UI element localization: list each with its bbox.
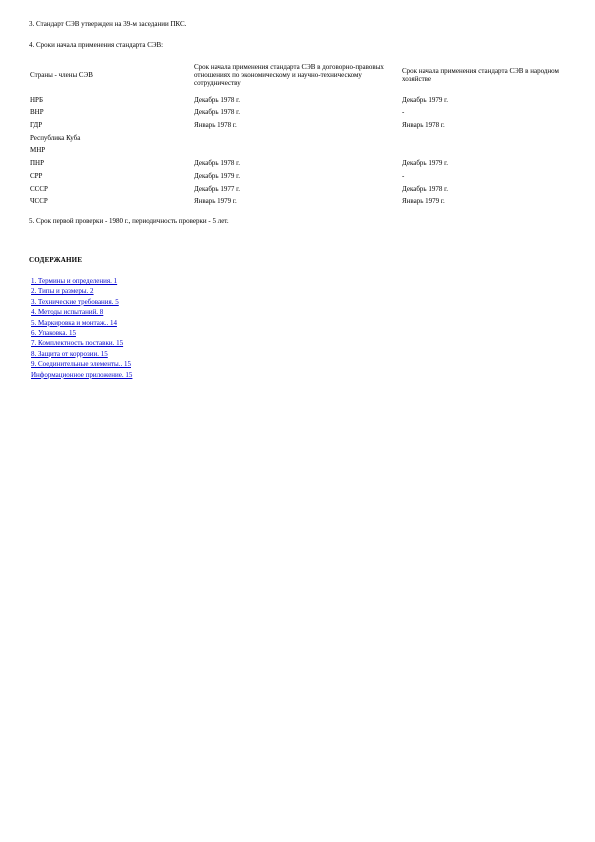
- table-cell-contract: Декабрь 1978 г.: [194, 159, 240, 168]
- table-cell-country: МНР: [30, 146, 46, 155]
- table-cell-country: ЧССР: [30, 197, 48, 206]
- toc-link[interactable]: 2. Типы и размеры. 2: [31, 287, 94, 296]
- header-contract-term: Срок начала применения стандарта СЭВ в договорно-правовых отношениях по экономическому и научно-техническому сотрудничеству: [194, 63, 384, 87]
- toc-item: [31, 286, 132, 296]
- toc-item: [31, 338, 132, 348]
- table-cell-contract: Январь 1979 г.: [194, 197, 237, 206]
- toc-item: [31, 318, 132, 328]
- table-cell-country: ПНР: [30, 159, 45, 168]
- table-cell-economy: Декабрь 1979 г.: [402, 159, 448, 168]
- toc-link[interactable]: Информационное приложение. 15: [31, 370, 133, 379]
- header-economy-term: Срок начала применения стандарта СЭВ в народном хозяйстве: [402, 67, 559, 83]
- table-cell-economy: -: [402, 171, 405, 180]
- toc-link[interactable]: 6. Упаковка. 15: [31, 329, 76, 338]
- toc-link[interactable]: 3. Технические требования. 5: [31, 297, 119, 306]
- table-cell-country: СССР: [30, 184, 48, 193]
- paragraph-5: 5. Срок первой проверки - 1980 г., периодичность проверки - 5 лет.: [29, 217, 229, 225]
- table-cell-economy: [400, 129, 568, 142]
- table-cell-economy: Декабрь 1978 г.: [402, 184, 448, 193]
- toc-title: СОДЕРЖАНИЕ: [29, 256, 83, 264]
- toc-item: [31, 328, 132, 338]
- table-cell-country: СРР: [30, 171, 43, 180]
- toc-item: [31, 359, 132, 369]
- table-cell-contract: Декабрь 1977 г.: [194, 184, 240, 193]
- table-cell-country: Республика Куба: [30, 133, 81, 142]
- table-cell-contract: Декабрь 1978 г.: [194, 95, 240, 104]
- application-terms-table: [28, 59, 568, 205]
- table-cell-economy: Январь 1978 г.: [402, 121, 445, 130]
- table-cell-contract: Декабрь 1979 г.: [194, 171, 240, 180]
- toc-item: [31, 307, 132, 317]
- toc-item: [31, 370, 132, 380]
- table-cell-country: НРБ: [30, 95, 43, 104]
- table-cell-economy: Январь 1979 г.: [402, 197, 445, 206]
- table-cell-contract: [192, 142, 400, 155]
- toc-link[interactable]: 8. Защита от коррозии. 15: [31, 349, 108, 358]
- table-row: [28, 154, 568, 167]
- table-cell-country: ВНР: [30, 108, 44, 117]
- table-cell-economy: [400, 142, 568, 155]
- table-row: [28, 91, 568, 104]
- toc-item: [31, 349, 132, 359]
- table-cell-contract: [192, 129, 400, 142]
- table-cell-economy: -: [402, 108, 405, 117]
- table-row: [28, 142, 568, 155]
- header-countries: Страны - члены СЭВ: [30, 71, 93, 79]
- paragraph-4: 4. Сроки начала применения стандарта СЭВ:: [29, 41, 164, 49]
- table-of-contents: [31, 276, 132, 380]
- toc-item: [31, 297, 132, 307]
- toc-link[interactable]: 9. Соединительные элементы.. 15: [31, 360, 131, 369]
- table-cell-contract: Декабрь 1978 г.: [194, 108, 240, 117]
- table-cell-contract: Январь 1978 г.: [194, 121, 237, 130]
- table-cell-country: ГДР: [30, 121, 43, 130]
- toc-link[interactable]: 1. Термины и определения. 1: [31, 277, 118, 285]
- table-cell-economy: Декабрь 1979 г.: [402, 95, 448, 104]
- table-row: [28, 167, 568, 180]
- table-header-row: [28, 59, 568, 91]
- table-row: [28, 116, 568, 129]
- table-row: [28, 180, 568, 193]
- toc-link[interactable]: 5. Маркировка и монтаж.. 14: [31, 318, 117, 327]
- table-row: [28, 129, 568, 142]
- toc-item: [31, 276, 132, 286]
- table-row: [28, 104, 568, 117]
- toc-link[interactable]: 7. Комплектность поставки. 15: [31, 339, 124, 348]
- toc-link[interactable]: 4. Методы испытаний. 8: [31, 308, 104, 317]
- table-row: [28, 193, 568, 206]
- paragraph-3: 3. Стандарт СЭВ утвержден на 39-м заседании ПКС.: [29, 20, 187, 28]
